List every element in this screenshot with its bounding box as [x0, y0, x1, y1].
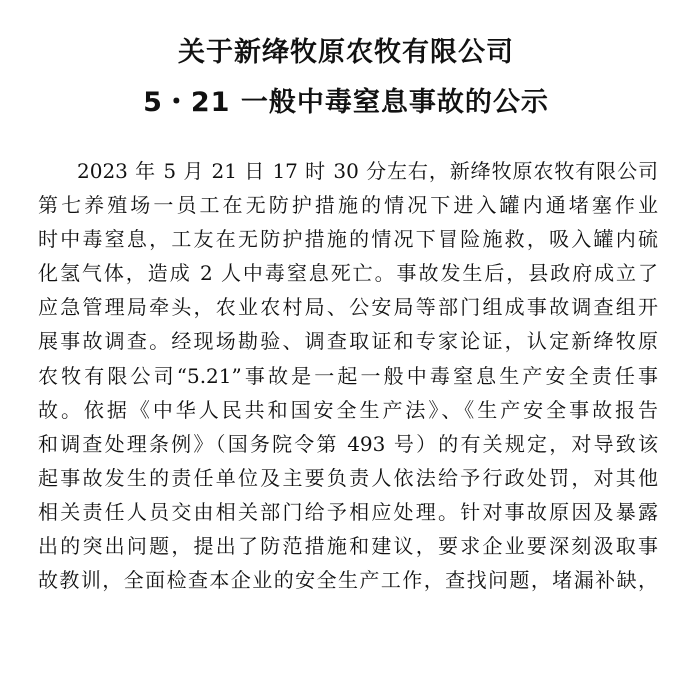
- document-title-line-1: 关于新绛牧原农牧有限公司: [178, 37, 514, 68]
- body-line: 2023 年 5 月 21 日 17 时 30 分左右，新绛牧原农牧有限公司: [77, 159, 658, 183]
- document-title-line-2: 5・21 一般中毒窒息事故的公示: [143, 87, 549, 118]
- body-line: 时中毒窒息，工友在无防护措施的情况下冒险施救，吸入罐内硫: [38, 227, 658, 252]
- body-line: 起事故发生的责任单位及主要负责人依法给予行政处罚，对其他: [38, 465, 658, 490]
- body-line: 第七养殖场一员工在无防护措施的情况下进入罐内通堵塞作业: [38, 193, 658, 218]
- body-line: 应急管理局牵头，农业农村局、公安局等部门组成事故调查组开: [38, 295, 658, 320]
- document-body: [38, 154, 658, 597]
- body-line: 相关责任人员交由相关部门给予相应处理。针对事故原因及暴露: [38, 499, 658, 524]
- body-line: 出的突出问题，提出了防范措施和建议，要求企业要深刻汲取事: [38, 534, 658, 559]
- body-line: 和调查处理条例》（国务院令第 493 号）的有关规定，对导致该: [38, 431, 658, 456]
- body-line: 故。依据《中华人民共和国安全生产法》、《生产安全事故报告: [38, 397, 658, 422]
- body-line: 农牧有限公司“5.21”事故是一起一般中毒窒息生产安全责任事: [38, 363, 658, 388]
- body-line: 故教训，全面检查本企业的安全生产工作，查找问题，堵漏补缺，: [38, 568, 658, 593]
- body-line: 化氢气体，造成 2 人中毒窒息死亡。事故发生后，县政府成立了: [38, 261, 658, 286]
- body-line: 展事故调查。经现场勘验、调查取证和专家论证，认定新绛牧原: [38, 329, 658, 354]
